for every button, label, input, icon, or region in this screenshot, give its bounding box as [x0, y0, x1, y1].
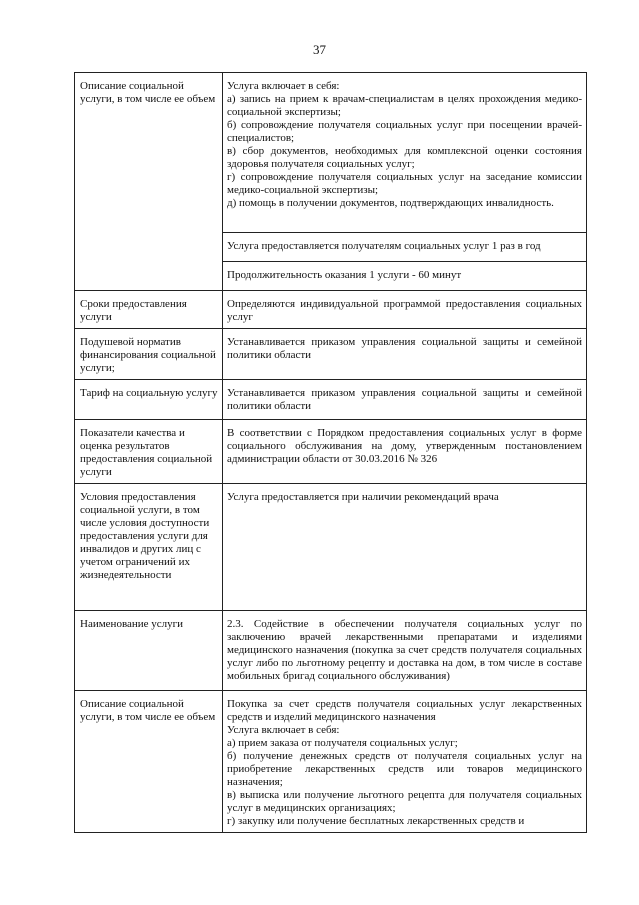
row-label: Тариф на социальную услугу — [75, 380, 223, 420]
row-content: Определяются индивидуальной программой предоставления социальных услуг — [223, 291, 587, 329]
content-line: б) сопровождение получателя социальных услуг при посещении врачей-специалистов; — [227, 119, 582, 144]
row-label: Условия предоставления социальной услуги, в том числе условия доступности предоставления услуги для инвалидов и других лиц с учетом ограничений их жизнедеятельности — [75, 484, 223, 611]
table-row — [75, 691, 587, 833]
table-row — [75, 484, 587, 611]
content-line: а) прием заказа от получателя социальных услуг; — [227, 737, 458, 749]
service-table — [74, 72, 587, 833]
table-row — [75, 73, 587, 233]
row-content: Устанавливается приказом управления социальной защиты и семейной политики области — [223, 380, 587, 420]
row-content: Услуга предоставляется при наличии рекомендаций врача — [223, 484, 587, 611]
service-name: 2.3. Содействие в обеспечении получателя социальных услуг по заключению врачей лекарственными препаратами и изделиями медицинского назначения (покупка за счет средств получателя социальных услуг либо по льготному рецепту и доставка на дом, в том числе в составе мобильных бригад социального обслуживания) — [223, 611, 587, 691]
row-label: Описание социальной услуги, в том числе ее объем — [75, 691, 223, 833]
content-line: г) закупку или получение бесплатных лекарственных средств и — [227, 815, 525, 827]
content-line: Услуга включает в себя: — [227, 724, 340, 736]
row-content — [223, 73, 587, 233]
row-content: Устанавливается приказом управления социальной защиты и семейной политики области — [223, 329, 587, 380]
table-row — [75, 420, 587, 484]
content-line: Покупка за счет средств получателя социальных услуг лекарственных средств и изделий медицинского назначения — [227, 698, 582, 723]
table-row — [75, 291, 587, 329]
content-line: д) помощь в получении документов, подтверждающих инвалидность. — [227, 197, 554, 209]
content-line: б) получение денежных средств от получателя социальных услуг на приобретение лекарственных средств или товаров медицинского назначения; — [227, 750, 582, 788]
table-row — [75, 611, 587, 691]
row-label: Наименование услуги — [75, 611, 223, 691]
content-line: в) выписка или получение льготного рецепта для получателя социальных услуг в медицинских организациях; — [227, 789, 582, 814]
content-line: Услуга включает в себя: — [227, 80, 340, 92]
table-row — [75, 380, 587, 420]
content-line: в) сбор документов, необходимых для комплексной оценки состояния здоровья получателя социальных услуг; — [227, 145, 582, 170]
row-content — [223, 691, 587, 833]
row-label: Сроки предоставления услуги — [75, 291, 223, 329]
row-label: Описание социальной услуги, в том числе ее объем — [75, 73, 223, 291]
content-line: г) сопровождение получателя социальных услуг на заседание комиссии медико-социальной экспертизы; — [227, 171, 582, 196]
table-row — [75, 329, 587, 380]
row-label: Подушевой норматив финансирования социальной услуги; — [75, 329, 223, 380]
content-line: а) запись на прием к врачам-специалистам в целях прохождения медико-социальной экспертизы; — [227, 93, 582, 118]
row-content: В соответствии с Порядком предоставления социальных услуг в форме социального обслуживания на дому, утвержденным постановлением администрации области от 30.03.2016 № 326 — [223, 420, 587, 484]
row-label: Показатели качества и оценка результатов предоставления социальной услуги — [75, 420, 223, 484]
page-number: 37 — [313, 42, 326, 57]
duration-note: Продолжительность оказания 1 услуги - 60 минут — [223, 262, 587, 291]
frequency-note: Услуга предоставляется получателям социальных услуг 1 раз в год — [223, 233, 587, 262]
